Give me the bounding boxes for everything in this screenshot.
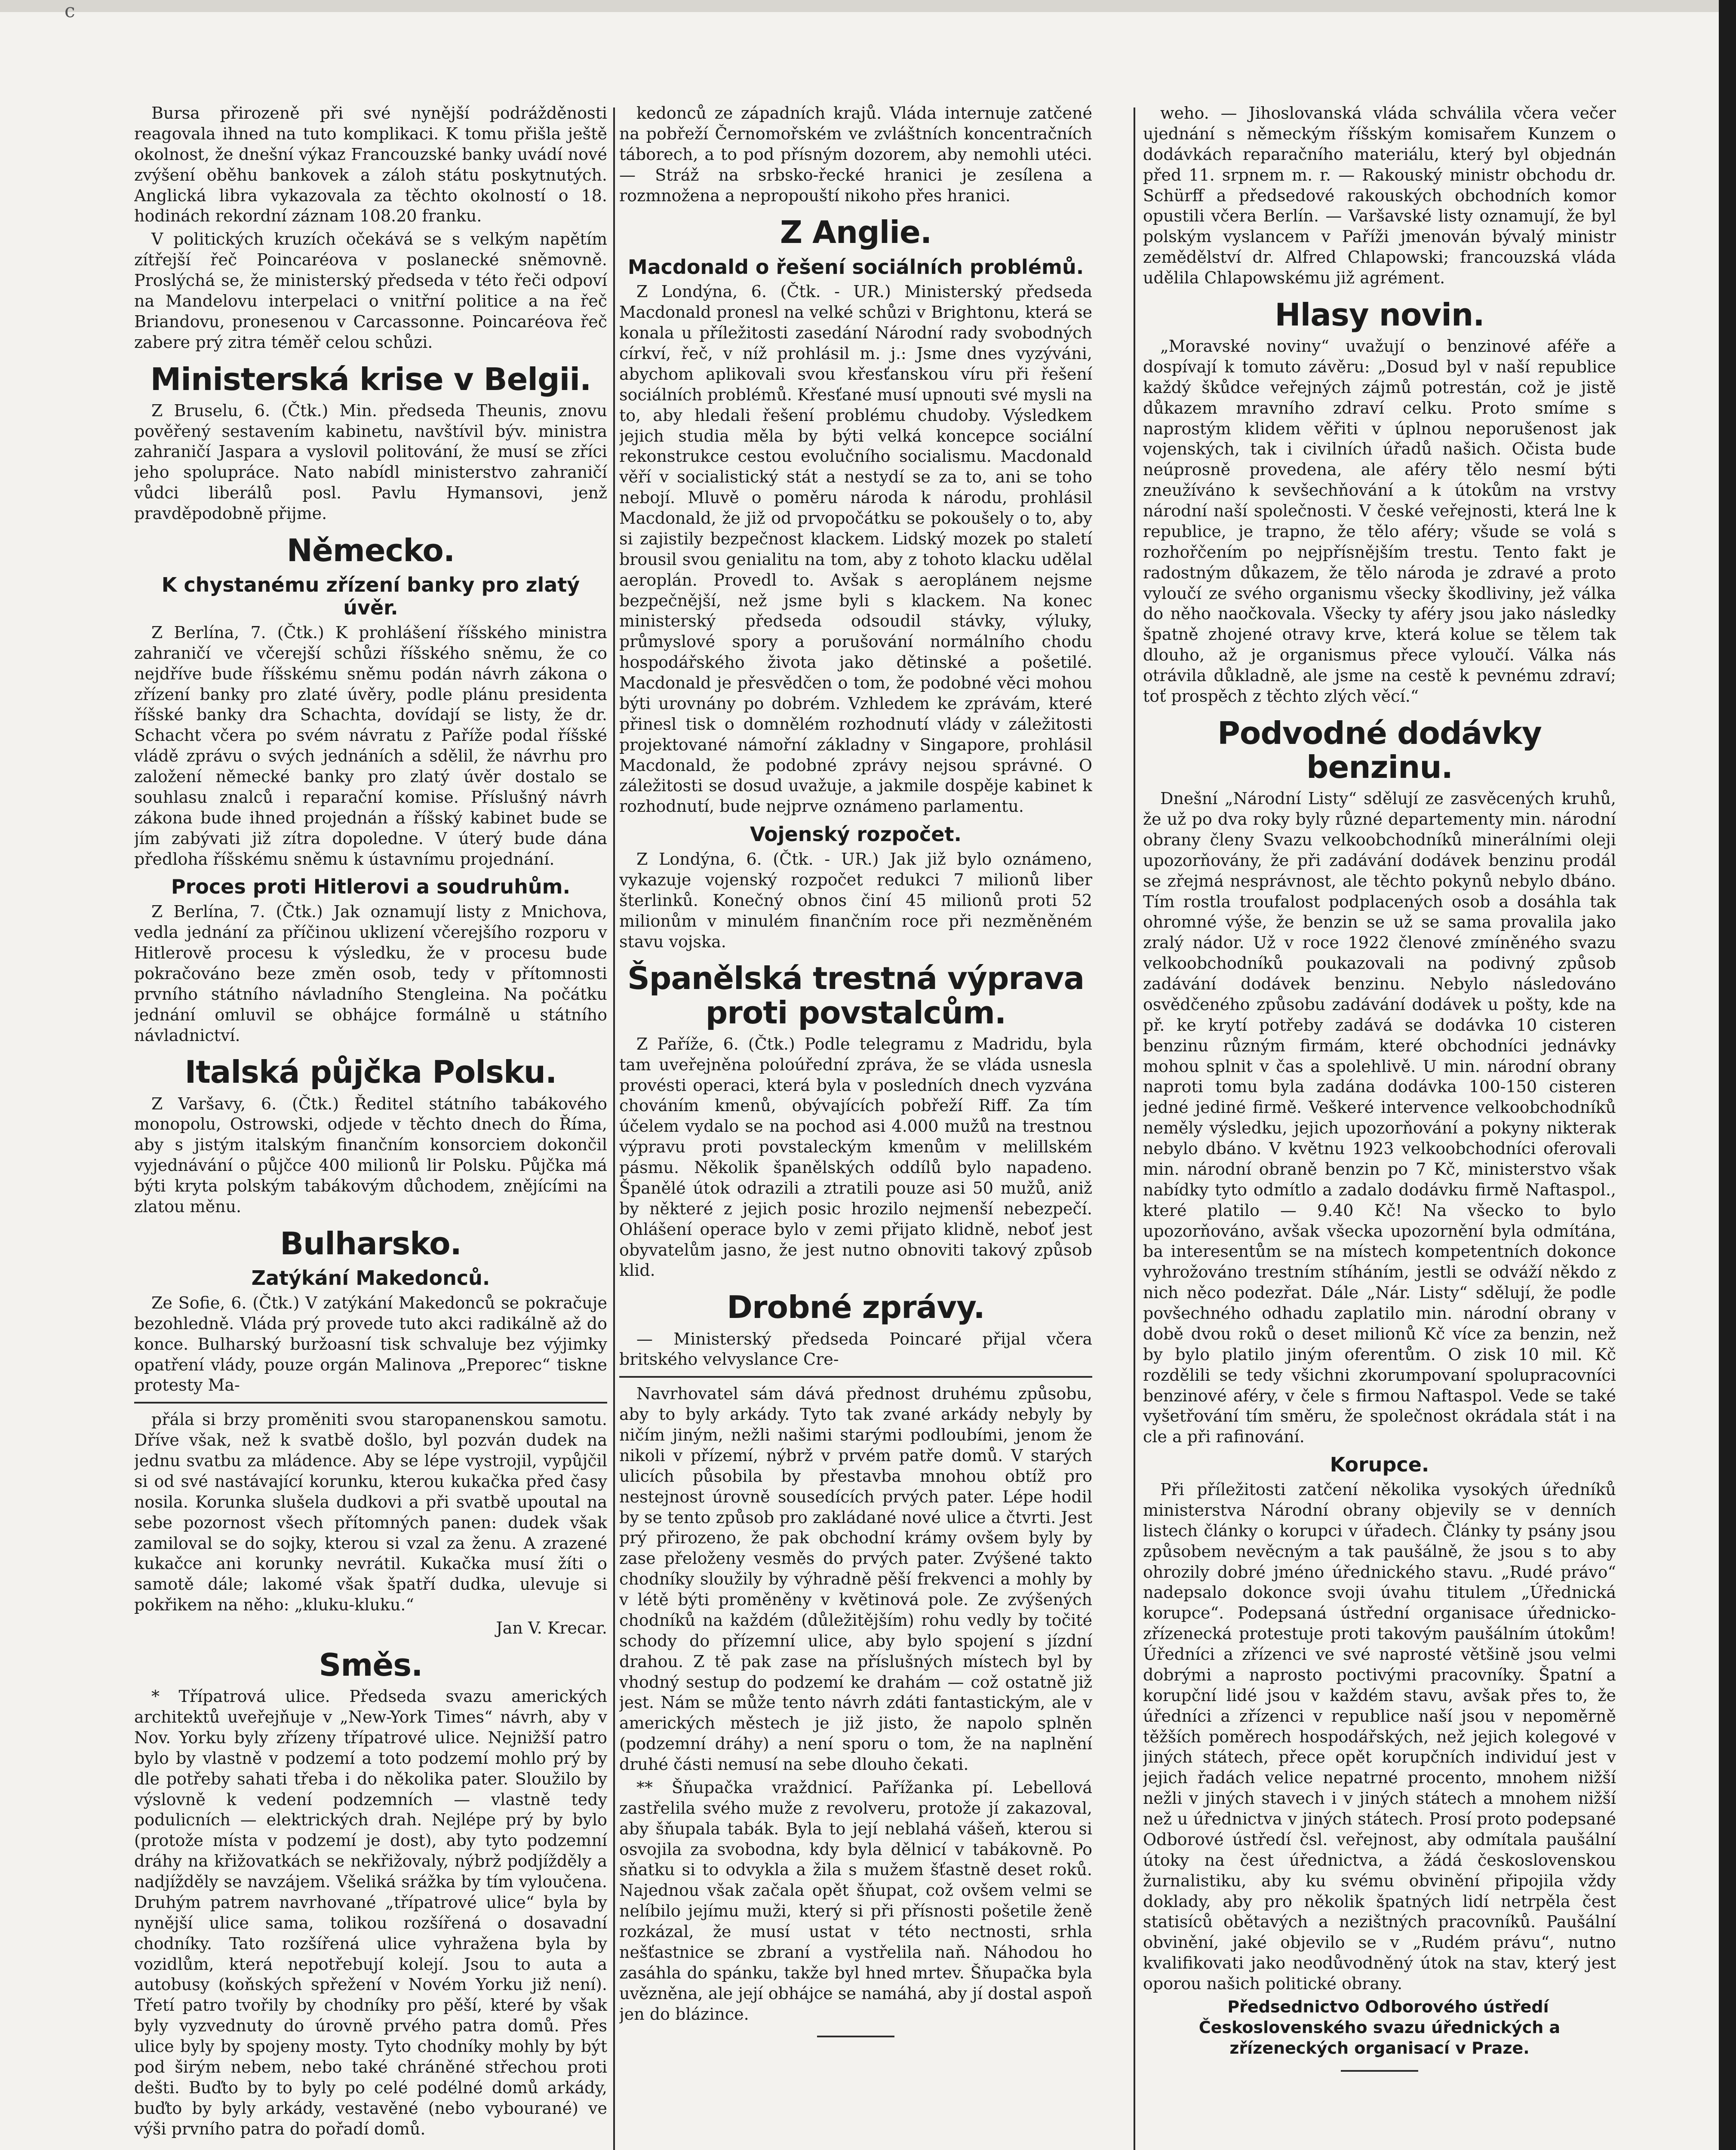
column-1 <box>134 103 607 2150</box>
article-tripatrova-ulice: * Třípatrová ulice. Předseda svazu amerických architektů uveřejňuje v „New-York Times“ návrh, aby v Nov. Yorku byly zřízeny třípatrové ulice. Nejnižší patro bylo by vlastně v podzemí a toto podzemí mohlo prý by dle potřeby sahati třeba i do několika pater. Sloužilo by výslovně k vedení podzemních — vlastně tedy podulicních — elektrických drah. Nejlépe prý by bylo (protože místa v podzemí je dost), aby tyto podzemní dráhy na křižovatkách se nekřižovaly, nýbrž podjížděly a nadjížděly se navzájem. Všeliká srážka by tím vyloučena. Druhým patrem navrhované „třípatrové ulice“ byla by nynější ulice sama, tolikou rozšířená o dosavadní chodníky. Tato rozšířená ulice vyhražena byla by vozidlům, která nepotřebují kolejí. Jsou to auta a autobusy (koňských spřežení v Novém Yorku již není). Třetí patro tvořily by chodníky pro pěší, které by však byly vyzvednuty do úrovně prvého patra domů. Přes ulice byly by spojeny mosty. Tyto chodníky mohly by být pod širým nebem, nebo také chráněné střechou proti dešti. Buďto by to byly po celé podélné domů arkády, buďto by byly arkády, vestavěné (nebo vybourané) ve výši prvního patra do pořadí domů. <box>134 1687 607 2138</box>
subheading-proces: Proces proti Hitlerovi a soudruhům. <box>171 875 571 899</box>
article-makedonci-cont: kedonců ze západních krajů. Vláda internuje zatčené na pobřeží Černomořském ve zvláštních koncentračních táborech, a to pod přísným dozorem, aby nemohli utéci. — Stráž na srbsko-řecké hranici je zesílena a rozmnožena a nepropouští nikoho přes hranici. <box>619 104 1092 205</box>
heading-vyprava: Španělská trestná výprava proti povstalcům. <box>627 960 1085 1031</box>
heading-smes: Směs. <box>319 1646 423 1683</box>
article-vyprava: Z Paříže, 6. (Čtk.) Podle telegramu z Madridu, byla tam uveřejněna poloúřední zpráva, že se vláda usnesla provésti operaci, která byla v posledních dnech vyzvána chováním kmenů, obývajících pobřeží Riff. Za tím účelem vydalo se na pochod asi 4.000 mužů na trestnou výpravu proti povstaleckým kmenům v melillském pásmu. Několik španělských oddílů bylo napadeno. Španělé útok odrazili a ztratili pouze asi 50 mužů, aniž by některé z jejich posic hrozilo nejmenší nebezpečí. Ohlášení operace bylo v zemi přijato klidně, neboť jest obyvatelům jasno, že jest nutno obnoviti takový způsob klid. <box>619 1034 1092 1280</box>
corner-mark: c <box>65 0 75 22</box>
article-krize-francie: V politických kruzích očekává se s velkým napětím zítřejší řeč Poincaréova v poslanecké sněmovně. Proslýchá se, že ministerský předseda v této řeči odpoví na Mandelovu interpelaci o vnitřní politice a na řeč Briandovu, pronesenou v Carcassonne. Poincaréova řeč zabere prý zitra téměř celou schůzi. <box>134 230 607 352</box>
heading-drobne: Drobné zprávy. <box>727 1289 985 1326</box>
section-rule <box>619 1376 1092 1378</box>
heading-polsko: Italská půjčka Polsku. <box>184 1054 557 1090</box>
article-benzin: Dnešní „Národní Listy“ sdělují ze zasvěcených kruhů, že už po dva roky byly různé departementy min. národní obrany členy Svazu velkoobchodníků minerálními oleji upozorňovány, že při zadávání dodávek benzinu prodál se zřejmá nesprávnost, ale těchto pokynů nebylo dbáno. Tím rostla troufalost podplacených osob a dosáhla tak ohromné výše, že benzin se už se sama provalila jako zralý nádor. Už v roce 1922 členové zmíněného svazu velkoobchodníků poukazovali na podivný způsob zadávání dodávek benzinu. Nebylo následováno osvědčeného způsobu zadávání dodávek u pošty, kde na př. ke krytí potřeby zadává se dodávka 10 cisteren benzinu různým firmám, které obchodníci jednávky mohou splnit v čas a spolehlivě. U min. národní obrany naproti tomu byla zadána dodávka 100-150 cisteren jedné jediné firmě. Veškeré intervence velkoobchodníků neměly výsledku, jejich upozorňování a pokyny nikterak nebylo dbáno. V květnu 1923 velkoobchodníci oferovali min. národní obraně benzin po 7 Kč, ministerstvo však nabídky tyto odmítlo a zadalo dodávku firmě Naftaspol., které platilo — 9.40 Kč! Na všecko to bylo upozorňováno, avšak všecka upozornění byla odmítána, ba interesentům se na místech kompetentních dokonce vyhrožováno trestním stíháním, jestli se odváží někdo z nich něco podezřat. Dále „Nár. Listy“ sdělují, že podle povšechného odhadu zaplatilo min. národní obrany v době dvou roků o deset milionů Kč více za benzin, než by bylo platilo jiným oferentům. O zisk 10 mil. Kč rozdělili se tedy všichni zkorumpovaní spolupracovníci benzinové aféry, v čele s firmou Naftaspol. Vede se také vyšetřování tím směru, že společnost okrádala stát i na cle a při rafinování. <box>1143 789 1616 1447</box>
column-rule-1 <box>613 108 615 2150</box>
article-bursa: Bursa přirozeně při své nynější podrážděnosti reagovala ihned na tuto komplikaci. K tomu přišla ještě okolnost, že dnešní výkaz Francouzské banky uvádí nové zvýšení oběhu bankovek a záloh státu poskytnutých. Anglická libra vykazovala za těchto okolností o 18. hodinách rekordní záznam 108.20 franku. <box>134 104 607 226</box>
article-hlasy: „Moravské noviny“ uvažují o benzinové aféře a dospívají k tomuto závěru: „Dosud byl v naší republice každý škůdce veřejných zájmů potrestán, což je jistě důkazem mravního zdraví celku. Proto smíme s naprostým klidem věřiti v úplnou neporušenost jak vojenských, tak i civilních úřadů našich. Očista bude neúprosně provedena, ale aféry tělo nesmí býti zneužíváno k sevšechňování a k útokům na vrstvy národní naší společnosti. V české veřejnosti, která lne k republice, je trapno, že tělo aféry; všude se volá s rozhořčením po nejpřísnějším trestu. Tento fakt je radostným důkazem, že tělo národa je zdravé a proto vyloučí ze svého organismu všecky škodliviny, jež válka do něho naočkovala. Všecky ty aféry jsou jako následky špatně zhojené otravy krve, která kolue se tělem tak dlouho, až je organismus přece vyloučí. Válka nás otrávila důkladně, ale jsme na cestě k pevnému zdraví; toť prospěch z těchto zlých věcí.“ <box>1143 337 1616 706</box>
column-rule-2 <box>1134 108 1135 2150</box>
article-korupce: Při příležitosti zatčení několika vysokých úředníků ministerstva Národní obrany objevily se v denních listech články o korupci v úřadech. Články ty psány jsou způsobem nevěcným a tak paušálně, že jsou s to aby ohrozily dobré jméno úřednického stavu. „Rudé právo“ nadepsalo dokonce svoji úvahu titulem „Úřednická korupce“. Podepsaná ústřední organisace úřednicko-zřízenecká protestuje proti takovým paušálním útokům! Úředníci a zřízenci ve své naprosté většině jsou velmi dobrými a naprosto poctivými pracovníky. Špatní a korupční lidé jsou v každém stavu, avšak přes to, že úředníci a zřízenci v republice naší jsou v nepoměrně těžších poměrech hospodářských, než jejich kolegové v jiných státech, přece opět korupčních individuí jest v jejich řadách velice nepatrné procento, mnohem nižší nežli v jiných stavech i v jiných státech a mnohem nižší než u úřednictva v jiných státech. Prosí proto podepsané Odborové ústředí čsl. veřejnost, aby odmítala paušální útoky na čest úřednictva, a žádá československou žurnalistiku, aby ku svému obvinění připojila vždy doklady, aby pro několik špatných lidí netrpěla čest statisíců obětavých a nezištných pracovníků. Paušální obvinění, jaké objevilo se v „Rudém právu“, nutno kvalifikovati jako neodůvodněný útok na stav, který jest oporou našich politické obrany. <box>1143 1480 1616 1993</box>
heading-anglie: Z Anglie. <box>780 214 932 251</box>
article-proces: Z Berlína, 7. (Čtk.) Jak oznamují listy z Mnichova, vedla jednání za příčinou uklizení včerejšího rozporu v Hitlerově procesu k výsledku, že v procesu bude pokračováno beze změn osob, tedy v přítomnosti prvního státního návladního Stengleina. Na počátku jednání omluvil se obhájce formálně u státního návladnictví. <box>134 902 607 1045</box>
article-snupacka: ** Šňupačka vraždnicí. Pařížanka pí. Lebellová zastřelila svého muže z revolveru, protože jí zakazoval, aby šňupala tabák. Byla to její neblahá vášeň, kterou si osvojila za svobodna, kdy byla dělnicí v tabákovně. Po sňatku si to odvykla a žila s mužem šťastně deset roků. Najednou však začala opět šňupat, což ovšem velmi se nelíbilo jejímu muži, který si při přísnosti pošetile ženě rozkázal, že musí ustat v této nectnosti, srhla nešťastnice se zbraní a vystřelila naň. Náhodou ho zasáhla do spánku, takže byl hned mrtev. Šňupačka byla uvězněna, ale její obhájce se namáhá, aby jí dostal aspoň jen do blázince. <box>619 1778 1092 2024</box>
scan-edge-right <box>1719 0 1736 2150</box>
article-drobne-cont: weho. — Jihoslovanská vláda schválila včera večer ujednání s německým říšským komisařem Kunzem o dodávkách reparačního materiálu, který byl objednán před 11. srpnem m. r. — Rakouský ministr obchodu dr. Schürff a předsedové rakouských obchodních komor opustili včera Berlín. — Varšavské listy oznamují, že byl polským vyslancem v Paříži jmenován bývalý ministr zemědělství dr. Alfred Chlapowski; francouzská vláda udělila Chlapowskému již agrément. <box>1143 104 1616 287</box>
heading-hlasy: Hlasy novin. <box>1275 296 1484 333</box>
article-polsko: Z Varšavy, 6. (Čtk.) Ředitel státního tabákového monopolu, Ostrowski, odjede v těchto dnech do Říma, aby s jistým italským finančním konsorciem dokončil vyjednávání o půjčce 400 milionů lir Polsku. Půjčka má býti kryta polským tabákovým důchodem, znějícími na zlatou měnu. <box>134 1094 607 1216</box>
article-navrhovatel: Navrhovatel sám dává přednost druhému způsobu, aby to byly arkády. Tyto tak zvané arkády nebyly by ničím jiným, nežli našimi starými podloubími, jenom že nikoli v přízemí, nýbrž v prvém patře domů. V starých ulicích působila by přestavba mnohou obtíž pro nestejnost úrovně sousedících prvých pater. Lépe hodil by se tento způsob pro zakládané nové ulice a čtvrti. Jest prý přirozeno, že pak obchodní krámy ovšem byly by zase přeloženy vesměs do prvých pater. Zvýšené takto chodníky sloužily by výhradně pěší frekvenci a mohly by v létě býti proměněny v květinová pole. Ze zvýšených chodníků na každém (důležitějším) rohu vedly by točité schody do přízemní ulice, aby bylo spojení s jízdní drahou. Z tě pak zase na příslušných místech byl by vhodný sestup do podzemí ke drahám — což ostatně již jest. Nám se může tento návrh zdáti fantastickým, ale v amerických městech je již jisto, že napolo splněn (podzemní dráhy) a není sporu o tom, že na naplnění druhé části nemusí na sebe dlouho čekati. <box>619 1384 1092 1774</box>
article-makedonci: Ze Sofie, 6. (Čtk.) V zatýkání Makedonců se pokračuje bezohledně. Vláda prý provede tuto akci radikálně až do konce. Bulharský buržoasní tisk schvaluje bez výjimky opatření vlády, pouze orgán Malinova „Preporec“ tiskne protesty Ma- <box>134 1293 607 1395</box>
heading-korupce: Korupce. <box>1330 1453 1429 1477</box>
article-rozpocet: Z Londýna, 6. (Čtk. - UR.) Jak již bylo oznámeno, vykazuje vojenský rozpočet redukci 7 milionů liber šterlinků. Konečný obnos činí 45 milionů proti 52 milionům v minulém finančním roce při nezměněném stavu vojska. <box>619 850 1092 951</box>
end-rule <box>817 2036 894 2037</box>
heading-benzin: Podvodné dodávky benzinu. <box>1217 715 1542 785</box>
subheading-macdonald: Macdonald o řešení sociálních problémů. <box>627 255 1084 279</box>
subheading-rozpocet: Vojenský rozpočet. <box>750 823 962 846</box>
article-drobne: — Ministerský předseda Poincaré přijal včera britského velvyslance Cre- <box>619 1329 1092 1369</box>
column-3 <box>1143 103 1616 2150</box>
heading-bulharsko: Bulharsko. <box>280 1225 461 1262</box>
subheading-banka: K chystanému zřízení banky pro zlatý úvěr. <box>161 573 580 620</box>
section-rule <box>134 1402 607 1404</box>
end-rule <box>1341 2070 1418 2072</box>
heading-nemecko: Německo. <box>286 532 455 568</box>
article-banka: Z Berlína, 7. (Čtk.) K prohlášení říšského ministra zahraničí ve včerejší schůzi říšského sněmu, že co nejdříve bude říšskému sněmu podán návrh zákona o zřízení banky pro zlaté úvěry, podle plánu presidenta říšské banky dra Schachta, dovídají se listy, že dr. Schacht včera po svém návratu z Paříže podal říšské vládě zprávu o svých jednáních a sdělil, že návrhu pro založení německé banky pro zlatý úvěr dostalo se souhlasu znalců i reparační komise. Příslušný návrh zákona bude ihned projednán a říšský kabinet bude se jím zabývati již zítra dopoledne. V úterý bude dána předloha říšskému sněmu k ústavnímu projednání. <box>134 623 607 869</box>
heading-belgie: Ministerská krise v Belgii. <box>150 361 591 397</box>
article-belgie: Z Bruselu, 6. (Čtk.) Min. předseda Theunis, znovu pověřený sestavením kabinetu, navštívil býv. ministra zahraničí Jaspara a vyslovil politování, že musí se zříci jeho spolupráce. Nato nabídl ministerstvo zahraničí vůdci liberálů posl. Pavlu Hymansovi, jenž pravděpodobně přijme. <box>134 401 607 523</box>
scan-edge-top <box>0 0 1736 12</box>
article-macdonald: Z Londýna, 6. (Čtk. - UR.) Ministerský předseda Macdonald pronesl na velké schůzi v Brightonu, která se konala u příležitosti zasedání Národní rady svobodných církví, řeč, v níž prohlásil m. j.: Jsme dnes vyzýváni, abychom aplikovali svou křesťanskou víru při řešení sociálních problémů. Křesťané musí upnouti své mysli na to, aby hledali řešení problému chudoby. Výsledkem jejich studia měla by býti velká koncepce sociální rekonstrukce cestou evolučního socialismu. Macdonald věří v socialistický stát a nestydí se za to, ani se toho nebojí. Mluvě o poměru národa k národu, prohlásil Macdonald, že již od prvopočátku se pokoušely o to, aby si zajistily bezpečnost klackem. Lidský mozek po staletí brousil svou genialitu na tom, aby z tohoto klacku udělal aeroplán. Provedl to. Avšak s aeroplánem nejsme bezpečnější, než jsme byli s klackem. Na konec ministerský předseda odsoudil stávky, výluky, průmyslové spory a porušování normálního chodu hospodářského života jako dětinské a pošetilé. Macdonald je přesvědčen o tom, že podobné věci mohou býti urovnány po dobrém. Vzhledem ke zprávám, které přinesl tisk o domnělém rozhodnutí vlády v záležitosti projektované námořní základny v Singapore, prohlásil Macdonald, že podobné zprávy nejsou správné. O záležitosti se dosud uvažuje, a jakmile dospěje kabinet k rozhodnutí, bude nejprve oznámeno parlamentu. <box>619 282 1092 816</box>
column-2 <box>619 103 1092 2150</box>
subheading-makedonci: Zatýkání Makedonců. <box>251 1266 490 1290</box>
signature-organisace: Předsednictvo Odborového ústředí Československého svazu úřednických a zřízeneckých organisací v Praze. <box>1198 1997 1561 2058</box>
feuilleton-kukacka: přála si brzy proměniti svou staropanenskou samotu. Dříve však, než k svatbě došlo, byl pozván dudek na jednu svatbu za mládence. Aby se lépe vystrojil, vypůjčil si od své nastávající korunku, kterou kukačka před časy nosila. Korunka slušela dudkovi a při svatbě upoutal na sebe pozornost všech přítomných panen: dudek však zamiloval se do sojky, kterou si vzal za ženu. A zrazené kukačce ani korunky nevrátil. Kukačka musí žíti o samotě dále; lakomé však špatří dudka, ulevuje si pokřikem na něho: „kluku-kluku.“ <box>134 1410 607 1615</box>
signature-krecar: Jan V. Krecar. <box>496 1619 607 1638</box>
